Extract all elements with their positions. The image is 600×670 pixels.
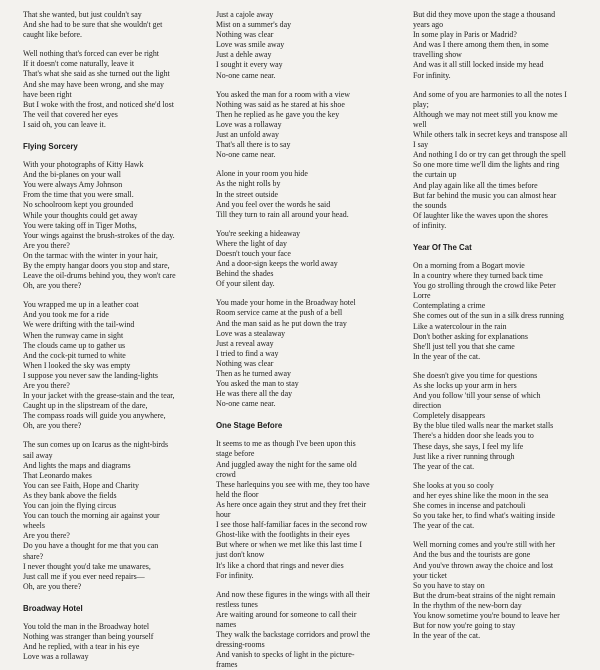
lyric-line: As the night rolls by (216, 179, 281, 189)
lyric-line: But I woke with the frost, and noticed she'd lost (23, 99, 174, 109)
lyric-line: wheels (23, 521, 45, 531)
lyric-line: She comes in incense and patchouli (413, 501, 526, 511)
lyric-line: As here once again they strut and they fret their (216, 499, 367, 509)
lyric-line: No schoolroom kept you grounded (23, 200, 134, 210)
lyric-line: By the empty hangar doors you stop and stare, (23, 260, 170, 270)
lyric-line: Love was a rollaway (23, 652, 89, 662)
lyric-line: But where or when we met like this last time I (216, 540, 362, 550)
lyric-line: And vanish to specks of light in the picture- (216, 650, 355, 660)
lyric-line: Then as he turned away (216, 369, 291, 378)
lyric-line: The year of the cat. (413, 521, 475, 531)
lyric-line: For infinity. (216, 570, 254, 580)
lyric-line: And you took me for a ride (23, 310, 109, 320)
lyric-line: And was it all still locked inside my head (413, 60, 544, 70)
lyric-line: Your wings against the brush-strokes of the day. (23, 230, 175, 240)
lyric-line: So one more time we'll dim the lights and ring (413, 160, 560, 170)
lyric-line: Love was a stealaway (216, 328, 286, 338)
lyric-line: She looks at you so cooly (413, 480, 494, 490)
lyric-line: Alone in your room you hide (216, 169, 308, 179)
lyric-line: You told the man in the Broadway hotel (23, 621, 150, 631)
lyric-line: The compass roads will guide you anywhere, (23, 411, 166, 421)
lyric-line: sail away (23, 450, 53, 460)
stanza (216, 90, 400, 161)
lyric-line: That she wanted, but just couldn't say (23, 10, 142, 19)
stanza (413, 261, 597, 362)
stanza (413, 10, 597, 81)
lyric-line: Don't bother asking for explanations (413, 331, 528, 341)
lyric-line: Well nothing that's forced can ever be right (23, 49, 159, 59)
lyric-line: Are waiting around for someone to call their (216, 609, 357, 619)
lyric-line: Love was a rollaway (216, 119, 282, 129)
lyric-line: There's a hidden door she leads you to (413, 431, 534, 441)
lyric-line: restless tunes (216, 599, 258, 609)
lyric-line: And he replied, with a tear in his eye (23, 642, 140, 652)
lyric-line: dressing-rooms (216, 640, 265, 650)
lyric-line: Leave the oil-drums behind you, they won't care (23, 271, 176, 281)
lyric-line: On the tarmac with the winter in your hair, (23, 250, 158, 260)
lyric-line: As she locks up your arm in hers (413, 381, 517, 390)
lyric-line: play; (413, 99, 429, 109)
lyric-line: And some of you are harmonies to all the notes I (413, 89, 567, 99)
lyric-line: names (216, 619, 237, 629)
lyric-line: If it doesn't come naturally, leave it (23, 59, 135, 69)
lyric-line: And she had to be sure that she wouldn't get (23, 20, 163, 30)
lyric-line: In the street outside (216, 189, 279, 199)
lyric-line: the curtain up (413, 170, 457, 180)
lyric-line: In the year of the cat. (413, 351, 481, 361)
lyric-line: And play again like all the times before (413, 180, 538, 190)
lyric-line: well (413, 119, 427, 129)
lyric-line: Nothing was clear (216, 30, 274, 40)
lyric-line: Just like a river running through (413, 451, 515, 461)
stanza (216, 298, 400, 409)
lyric-line: You made your home in the Broadway hotel (216, 298, 356, 308)
lyric-line: I never thought you'd take me unawares, (23, 561, 151, 571)
lyric-line: You wrapped me up in a leather coat (23, 300, 139, 310)
lyric-line: held the floor (216, 489, 259, 499)
lyric-line: No-one came near. (216, 150, 276, 160)
lyric-line: On a morning from a Bogart movie (413, 260, 525, 270)
lyric-line: stage before (216, 449, 255, 459)
stanza (216, 590, 400, 670)
lyric-line: Just a reveal away (216, 338, 274, 348)
song-title: One Stage Before (216, 421, 283, 431)
lyric-line: While others talk in secret keys and transpose all (413, 130, 568, 140)
lyric-line: Oh, are you there? (23, 581, 82, 591)
stanza (413, 540, 597, 641)
lyric-line: Mist on a summer's day (216, 20, 292, 30)
song-title: Flying Sorcery (23, 142, 78, 152)
lyric-line: Behind the shades (216, 269, 274, 279)
lyric-line: And you've thrown away the choice and lost (413, 560, 554, 570)
lyric-line: And juggled away the night for the same old (216, 459, 357, 469)
lyric-line: frames (216, 660, 238, 670)
lyric-line: And now these figures in the wings with all their (216, 589, 371, 599)
stanza (23, 440, 203, 591)
lyric-line: Of your silent day. (216, 279, 275, 289)
lyric-line: And a door-sign keeps the world away (216, 259, 338, 269)
lyric-line: Nothing was stranger than being yourself (23, 631, 154, 641)
lyric-line: And she may have been wrong, and she may (23, 79, 164, 89)
stanza (216, 439, 400, 580)
lyric-line: caught like before. (23, 30, 82, 40)
lyric-line: She comes out of the sun in a silk dress running (413, 311, 564, 321)
lyric-line: Are you there? (23, 381, 70, 390)
lyric-line: You're seeking a hideaway (216, 228, 301, 238)
lyric-line: And you follow 'till your sense of which (413, 391, 541, 401)
lyric-line: We were drifting with the tail-wind (23, 320, 135, 330)
lyric-line: Although we may not meet still you know me (413, 109, 558, 119)
stanza (23, 300, 203, 431)
lyric-line: Till they turn to rain all around your head. (216, 209, 349, 219)
lyric-line: The veil that covered her eyes (23, 109, 118, 119)
song-title: Broadway Hotel (23, 603, 83, 613)
song-title: Year Of The Cat (413, 242, 472, 252)
lyric-line: These harlequins you see with me, they too have (216, 479, 370, 489)
lyric-line: In the year of the cat. (413, 631, 481, 641)
lyric-line: From the time that you were small. (23, 190, 134, 200)
lyric-line: That's all there is to say (216, 140, 291, 150)
lyric-line: I tried to find a way (216, 348, 279, 358)
lyric-line: Just a cajole away (216, 10, 274, 19)
stanza (413, 90, 597, 231)
lyric-line: The year of the cat. (413, 461, 475, 471)
lyrics-column-1 (23, 10, 203, 662)
lyric-line: And the cock-pit turned to white (23, 350, 126, 360)
lyric-line: Like a watercolour in the rain (413, 321, 507, 331)
lyric-line: He was there all the day (216, 389, 293, 399)
lyric-line: So you take her, to find what's waiting inside (413, 511, 556, 521)
lyric-line: years ago (413, 20, 444, 30)
lyric-line: By the blue tiled walls near the market stalls (413, 421, 554, 431)
lyric-line: No-one came near. (216, 399, 276, 409)
lyric-line: Where the light of day (216, 238, 287, 248)
stanza (413, 481, 597, 531)
lyric-line: just don't know (216, 550, 265, 560)
lyric-line: have been right (23, 89, 72, 99)
lyric-line: The clouds came up to gather us (23, 340, 126, 350)
lyric-line: share? (23, 551, 44, 561)
lyric-line: You were taking off in Tiger Moths, (23, 220, 137, 230)
stanza (23, 49, 203, 130)
stanza (23, 160, 203, 291)
lyric-line: Of laughter like the waves upon the shores (413, 210, 548, 220)
lyric-line: You go strolling through the crowd like Peter (413, 281, 556, 291)
lyric-line: I sought it every way (216, 60, 283, 70)
lyric-line: crowd (216, 469, 236, 479)
lyrics-column-3 (413, 10, 597, 641)
lyric-line: hour (216, 510, 231, 520)
lyric-line: These days, she says, I feel my life (413, 441, 524, 451)
lyric-line: You can join the flying circus (23, 501, 117, 511)
lyric-line: Completely disappears (413, 411, 486, 421)
lyric-line: I suppose you never saw the landing-lights (23, 370, 158, 380)
stanza (216, 10, 400, 81)
lyric-line: As they bank above the fields (23, 490, 117, 500)
stanza (216, 229, 400, 290)
lyric-line: Just a dehle away (216, 50, 272, 60)
lyric-line: When I looked the sky was empty (23, 360, 131, 370)
lyric-line: The sun comes up on Icarus as the night-birds (23, 440, 169, 450)
lyric-line: Nothing was clear (216, 358, 274, 368)
lyric-line: In some play in Paris or Madrid? (413, 30, 517, 40)
lyric-line: While your thoughts could get away (23, 210, 138, 220)
lyric-line: In a country where they turned back time (413, 271, 543, 281)
stanza (413, 371, 597, 472)
lyric-line: But the drum-beat strains of the night remain (413, 590, 556, 600)
lyric-line: And the bus and the tourists are gone (413, 550, 531, 560)
lyric-line: She doesn't give you time for questions (413, 370, 538, 380)
lyric-line: Contemplating a crime (413, 301, 486, 311)
lyric-line: It seems to me as though I've been upon this (216, 439, 356, 449)
lyric-line: And the man said as he put down the tray (216, 318, 347, 328)
lyric-line: And you feel over the words he said (216, 199, 331, 209)
lyric-line: Just an unfold away (216, 130, 279, 140)
lyric-line: You can see Faith, Hope and Charity (23, 480, 140, 490)
lyric-line: Doesn't touch your face (216, 248, 291, 258)
lyric-line: and her eyes shine like the moon in the sea (413, 490, 549, 500)
lyric-line: Just call me if you ever need repairs— (23, 571, 145, 581)
stanza (23, 622, 203, 662)
lyric-line: travelling show (413, 50, 462, 60)
lyric-line: Oh, are you there? (23, 421, 82, 431)
lyric-line: I see those half-familiar faces in the second row (216, 520, 368, 530)
lyric-line: I said oh, you can leave it. (23, 119, 106, 129)
stanza (23, 10, 203, 40)
lyric-line: She'll just tell you that she came (413, 341, 515, 351)
lyrics-column-2 (216, 10, 400, 670)
lyric-line: Are you there? (23, 240, 70, 250)
lyric-line: When the runway came in sight (23, 330, 124, 340)
lyric-line: You know sometime you're bound to leave her (413, 610, 560, 620)
lyric-line: direction (413, 401, 442, 411)
lyric-line: That's what she said as she turned out the light (23, 69, 170, 79)
lyric-line: With your photographs of Kitty Hawk (23, 160, 144, 170)
lyric-line: your ticket (413, 570, 447, 580)
lyric-line: You asked the man to stay (216, 379, 299, 389)
lyric-line: of infinity. (413, 220, 447, 230)
lyric-line: Then he replied as he gave you the key (216, 109, 340, 119)
lyric-line: But for now you're going to stay (413, 621, 516, 631)
lyric-line: And lights the maps and diagrams (23, 460, 131, 470)
lyric-line: I say (413, 140, 429, 150)
lyric-line: In the rhythm of the new-born day (413, 600, 522, 610)
lyric-line: That Leonardo makes (23, 470, 92, 480)
lyric-line: No-one came near. (216, 70, 276, 80)
lyric-line: So you have to stay on (413, 580, 485, 590)
lyric-line: They walk the backstage corridors and prowl the (216, 630, 371, 640)
lyric-line: But far behind the music you can almost hear (413, 190, 557, 200)
lyric-line: You asked the man for a room with a view (216, 89, 350, 99)
lyric-line: Oh, are you there? (23, 281, 82, 291)
lyric-line: You can touch the morning air against your (23, 511, 160, 521)
lyric-line: And the bi-planes on your wall (23, 170, 121, 180)
lyric-line: Caught up in the slipstream of the dare, (23, 401, 148, 411)
lyric-line: In your jacket with the grease-stain and the tear, (23, 391, 175, 401)
lyric-line: Love was smile away (216, 40, 285, 50)
lyric-line: Nothing was said as he stared at his shoe (216, 99, 345, 109)
lyric-line: the sounds (413, 200, 447, 210)
lyric-line: You were always Amy Johnson (23, 180, 123, 190)
lyric-line: Room service came at the push of a bell (216, 308, 343, 318)
lyric-line: Lorre (413, 291, 431, 301)
lyric-line: And nothing I do or try can get through the spell (413, 150, 566, 160)
stanza (216, 169, 400, 219)
lyric-line: Ghost-like with the footlights in their eyes (216, 530, 350, 540)
lyric-line: But did they move upon the stage a thousand (413, 10, 556, 19)
lyric-line: Are you there? (23, 531, 70, 541)
lyric-line: Do you have a thought for me that you can (23, 541, 159, 551)
lyric-line: Well morning comes and you're still with her (413, 540, 556, 550)
lyric-line: For infinity. (413, 70, 451, 80)
lyric-line: And was I there among them then, in some (413, 40, 549, 50)
lyric-line: It's like a chord that rings and never dies (216, 560, 344, 570)
